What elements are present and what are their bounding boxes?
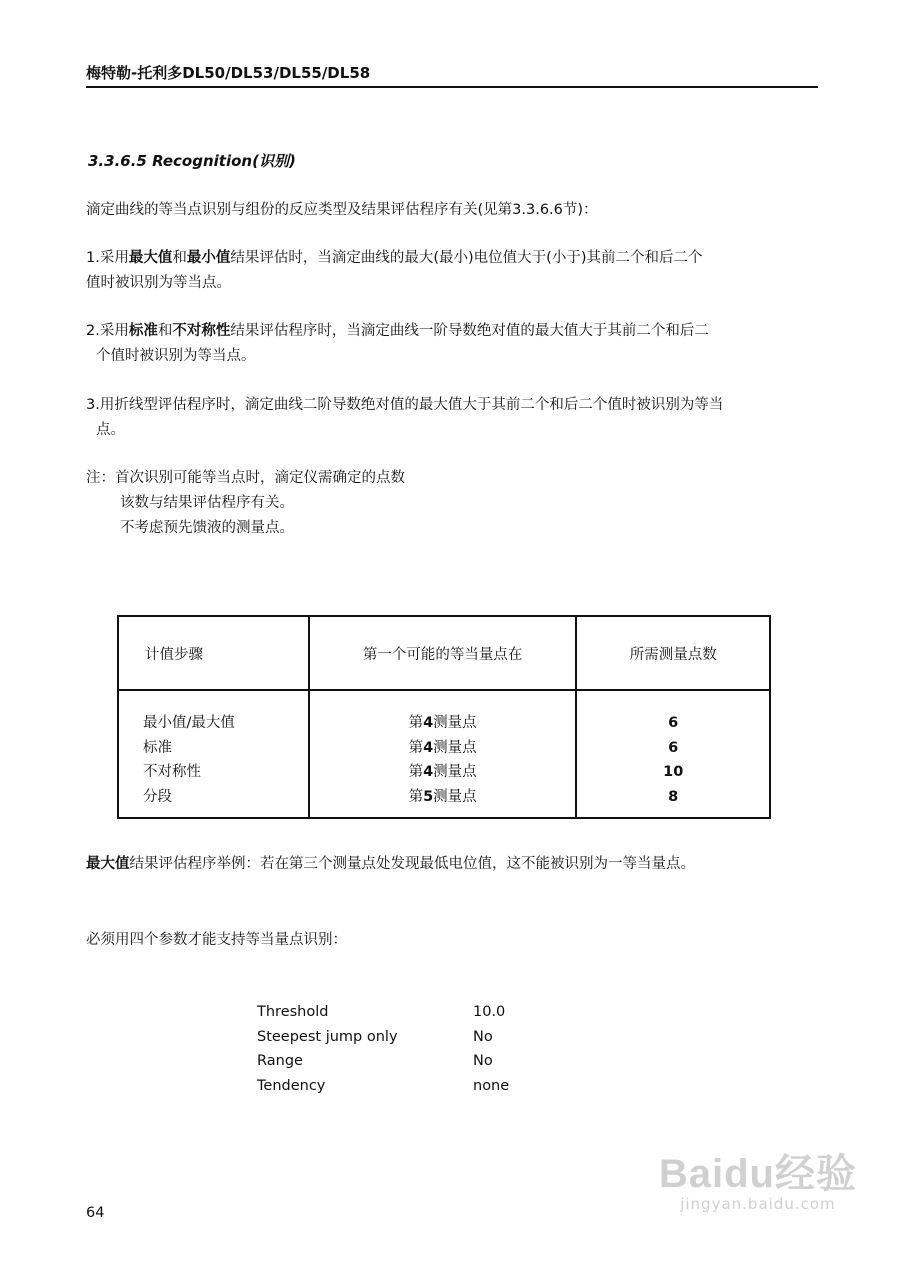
section-title: 3.3.6.5 Recognition(识别) — [88, 152, 296, 170]
param-row — [257, 1074, 509, 1099]
param-name: Steepest jump only — [257, 1028, 398, 1045]
item-2-line2: 个值时被识别为等当点。 — [96, 348, 256, 364]
item-2-bold-standard: 标准 — [128, 323, 158, 339]
example-paragraph — [86, 852, 695, 873]
example-bold: 最大值 — [86, 856, 130, 872]
params-list — [257, 1000, 509, 1098]
note-line-1: 首次识别可能等当点时，滴定仪需确定的点数 — [115, 470, 405, 486]
table-cell-first-ep: 第4测量点 — [408, 739, 477, 756]
table-cell-step: 不对称性 — [143, 764, 201, 780]
watermark-url: jingyan.baidu.com — [680, 1195, 836, 1213]
param-name: Threshold — [257, 1004, 329, 1020]
item-2-and: 和 — [157, 323, 173, 339]
table-header-points: 所需测量点数 — [576, 616, 770, 690]
example-text: 结果评估程序举例：若在第三个测量点处发现最低电位值，这不能被识别为一等当量点。 — [129, 856, 695, 872]
header-rule — [86, 86, 818, 88]
item-2-prefix: 2.采用 — [86, 323, 129, 339]
table-cell-points: 10 — [663, 764, 684, 780]
param-value: No — [473, 1028, 493, 1045]
params-intro: 必须用四个参数才能支持等当量点识别： — [86, 932, 347, 948]
param-row — [257, 1000, 509, 1025]
table-cell-step: 最小值/最大值 — [143, 715, 235, 731]
item-1 — [86, 246, 826, 296]
table-cell-first-ep: 第4测量点 — [408, 764, 477, 780]
param-value: No — [473, 1053, 493, 1069]
header-title: 梅特勒-托利多DL50/DL53/DL55/DL58 — [86, 64, 371, 82]
param-name: Tendency — [257, 1077, 326, 1094]
recognition-table — [117, 615, 771, 819]
note-label: 注： — [86, 470, 115, 486]
table-cell-first-ep: 第5测量点 — [408, 788, 477, 805]
item-3-line1: 3.用折线型评估程序时，滴定曲线二阶导数绝对值的最大值大于其前二个和后二个值时被识别为等当 — [86, 397, 724, 413]
item-1-and: 和 — [172, 250, 187, 266]
param-row — [257, 1049, 509, 1074]
item-1-bold-min: 最小值 — [186, 250, 231, 266]
table-col-steps — [118, 690, 309, 818]
param-value: 10.0 — [473, 1004, 506, 1020]
table-cell-points: 6 — [668, 739, 679, 756]
table-col-points — [576, 690, 770, 818]
item-1-bold-max: 最大值 — [128, 250, 173, 266]
param-name: Range — [257, 1053, 303, 1069]
note-line-3: 不考虑预先馈液的测量点。 — [120, 520, 294, 536]
note-line-2: 该数与结果评估程序有关。 — [120, 495, 294, 511]
table-header-first-ep: 第一个可能的等当量点在 — [309, 616, 577, 690]
baidu-watermark — [659, 1142, 857, 1213]
table-cell-step: 标准 — [143, 739, 172, 756]
item-2 — [86, 319, 826, 369]
table-col-first-ep — [309, 690, 577, 818]
item-3-line2: 点。 — [96, 422, 125, 438]
item-1-line2: 值时被识别为等当点。 — [86, 275, 231, 291]
item-2-rest: 结果评估程序时，当滴定曲线一阶导数绝对值的最大值大于其前二个和后二 — [230, 323, 709, 339]
item-3 — [86, 393, 826, 443]
item-1-rest: 结果评估时，当滴定曲线的最大(最小)电位值大于(小于)其前二个和后二个 — [230, 250, 703, 266]
table-header-step: 计值步骤 — [118, 616, 309, 690]
page-number: 64 — [86, 1205, 105, 1221]
table-cell-step: 分段 — [143, 788, 172, 805]
intro-paragraph: 滴定曲线的等当点识别与组份的反应类型及结果评估程序有关(见第3.3.6.6节)： — [86, 202, 598, 218]
table-cell-points: 6 — [668, 715, 679, 731]
item-2-bold-asym: 不对称性 — [172, 323, 231, 339]
table-cell-points: 8 — [668, 788, 679, 805]
param-value: none — [473, 1077, 510, 1094]
note — [86, 466, 405, 541]
watermark-logo: Baidu经验 — [658, 1152, 857, 1196]
table-cell-first-ep: 第4测量点 — [408, 715, 477, 731]
item-1-prefix: 1.采用 — [86, 250, 129, 266]
param-row — [257, 1025, 509, 1050]
